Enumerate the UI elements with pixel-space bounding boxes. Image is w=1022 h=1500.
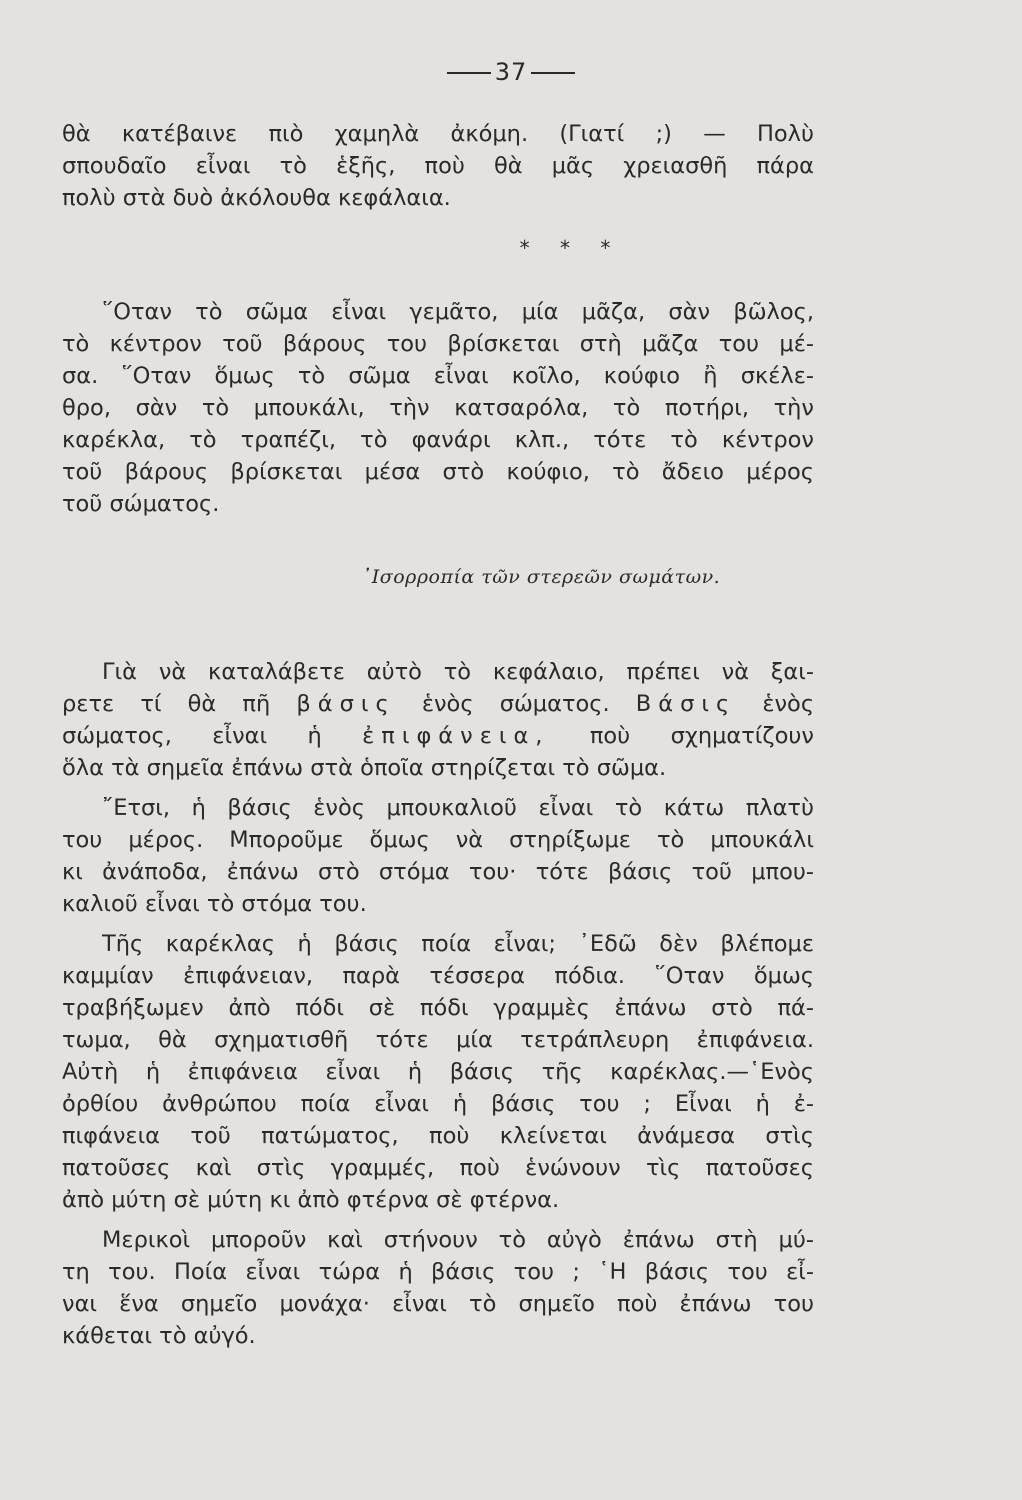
text-line: Τῆς καρέκλας ἡ βάσις ποία εἶναι; ᾿Εδῶ δὲν βλέπομε (102, 931, 814, 957)
text-line: ῎Ετσι, ἡ βάσις ἑνὸς μπουκαλιοῦ εἶναι τὸ κάτω πλατὺ (102, 795, 814, 821)
text-line: ἀπὸ μύτη σὲ μύτη κι ἀπὸ φτέρνα σὲ φτέρνα. (62, 1187, 560, 1213)
text-line: κι ἀνάποδα, ἐπάνω στὸ στόμα του· τότε βάσις τοῦ μπου- (62, 859, 814, 885)
spaced-term: βάσις (296, 691, 396, 717)
page-number: 37 (494, 58, 528, 86)
paragraph-egg (62, 1224, 814, 1352)
paragraph-definition (62, 656, 814, 784)
text-line: ὀρθίου ἀνθρώπου ποία εἶναι ἡ βάσις του ; Εἶναι ἡ ἐ- (62, 1091, 814, 1117)
spaced-term: Βάσις (635, 691, 737, 717)
text-line: θὰ κατέβαινε πιὸ χαμηλὰ ἀκόμη. (Γιατί ;) — Πολὺ (62, 121, 814, 147)
text-line: τη του. Ποία εἶναι τώρα ἡ βάσις του ; ῾Η βάσις του εἶ- (62, 1259, 814, 1285)
text-line: θρο, σὰν τὸ μπουκάλι, τὴν κατσαρόλα, τὸ ποτήρι, τὴν (62, 395, 814, 421)
text-line: ὅλα τὰ σημεῖα ἐπάνω στὰ ὁποῖα στηρίζεται τὸ σῶμα. (62, 755, 667, 781)
paragraph-chair (62, 928, 814, 1216)
section-body (62, 656, 814, 1352)
text-line: τραβήξωμεν ἀπὸ πόδι σὲ πόδι γραμμὲς ἐπάνω στὸ πά- (62, 995, 814, 1021)
text-line: σπουδαῖο εἶναι τὸ ἑξῆς, ποὺ θὰ μᾶς χρειασθῆ πάρα (62, 153, 814, 179)
left-dash (447, 72, 491, 74)
paragraph-hollow-bodies (62, 296, 814, 520)
spaced-term: ἐπιφάνεια, (362, 723, 550, 749)
text-line: πατοῦσες καὶ στὶς γραμμές, ποὺ ἑνώνουν τὶς πατοῦσες (62, 1155, 814, 1181)
right-dash (531, 72, 575, 74)
text-fragment: ρετε τί θὰ πῆ (62, 691, 271, 717)
text-line: τὸ κέντρον τοῦ βάρους του βρίσκεται στὴ μᾶζα του μέ- (62, 331, 814, 357)
text-line: ῞Οταν τὸ σῶμα εἶναι γεμᾶτο, μία μᾶζα, σὰν βῶλος, (102, 299, 814, 325)
text-line: τοῦ βάρους βρίσκεται μέσα στὸ κούφιο, τὸ ἄδειο μέρος (62, 459, 814, 485)
text-line: ναι ἕνα σημεῖο μονάχα· εἶναι τὸ σημεῖο ποὺ ἐπάνω του (62, 1291, 814, 1317)
text-line: τοῦ σώματος. (62, 491, 220, 517)
text-line: καμμίαν ἐπιφάνειαν, παρὰ τέσσερα πόδια. ῞Οταν ὅμως (62, 963, 814, 989)
section-heading: ᾿Ισορροπία τῶν στερεῶν σωμάτων. (361, 566, 721, 588)
page-number-header (0, 58, 1022, 86)
text-line: καρέκλα, τὸ τραπέζι, τὸ φανάρι κλπ., τότε τὸ κέντρον (62, 427, 814, 453)
text-line: Γιὰ νὰ καταλάβετε αὐτὸ τὸ κεφάλαιο, πρέπει νὰ ξαι- (102, 659, 814, 685)
paragraph-continuation (62, 118, 814, 214)
text-line: Αὐτὴ ἡ ἐπιφάνεια εἶναι ἡ βάσις τῆς καρέκλας.—῾Ενὸς (62, 1059, 814, 1085)
text-line (62, 688, 814, 720)
text-fragment: ἑνὸς σώματος. (421, 691, 610, 717)
text-line: κάθεται τὸ αὐγό. (62, 1323, 256, 1349)
text-line: σα. ῞Οταν ὅμως τὸ σῶμα εἶναι κοῖλο, κούφιο ἢ σκέλε- (62, 363, 814, 389)
text-line: Μερικοὶ μποροῦν καὶ στήνουν τὸ αὐγὸ ἐπάνω στὴ μύ- (102, 1227, 814, 1253)
section-separator: * * * (519, 236, 623, 260)
text-line: τωμα, θὰ σχηματισθῆ τότε μία τετράπλευρη ἐπιφάνεια. (62, 1027, 814, 1053)
text-line: πιφάνεια τοῦ πατώματος, ποὺ κλείνεται ἀνάμεσα στὶς (62, 1123, 814, 1149)
text-fragment: ἑνὸς (762, 691, 814, 717)
text-line: καλιοῦ εἶναι τὸ στόμα του. (62, 891, 367, 917)
text-fragment: σώματος, εἶναι ἡ (62, 723, 322, 749)
text-line: του μέρος. Μποροῦμε ὅμως νὰ στηρίξωμε τὸ μπουκάλι (62, 827, 814, 853)
text-fragment: ποὺ σχηματίζουν (589, 723, 814, 749)
paragraph-bottle (62, 792, 814, 920)
text-line (62, 720, 814, 752)
text-line: πολὺ στὰ δυὸ ἀκόλουθα κεφάλαια. (62, 185, 451, 211)
